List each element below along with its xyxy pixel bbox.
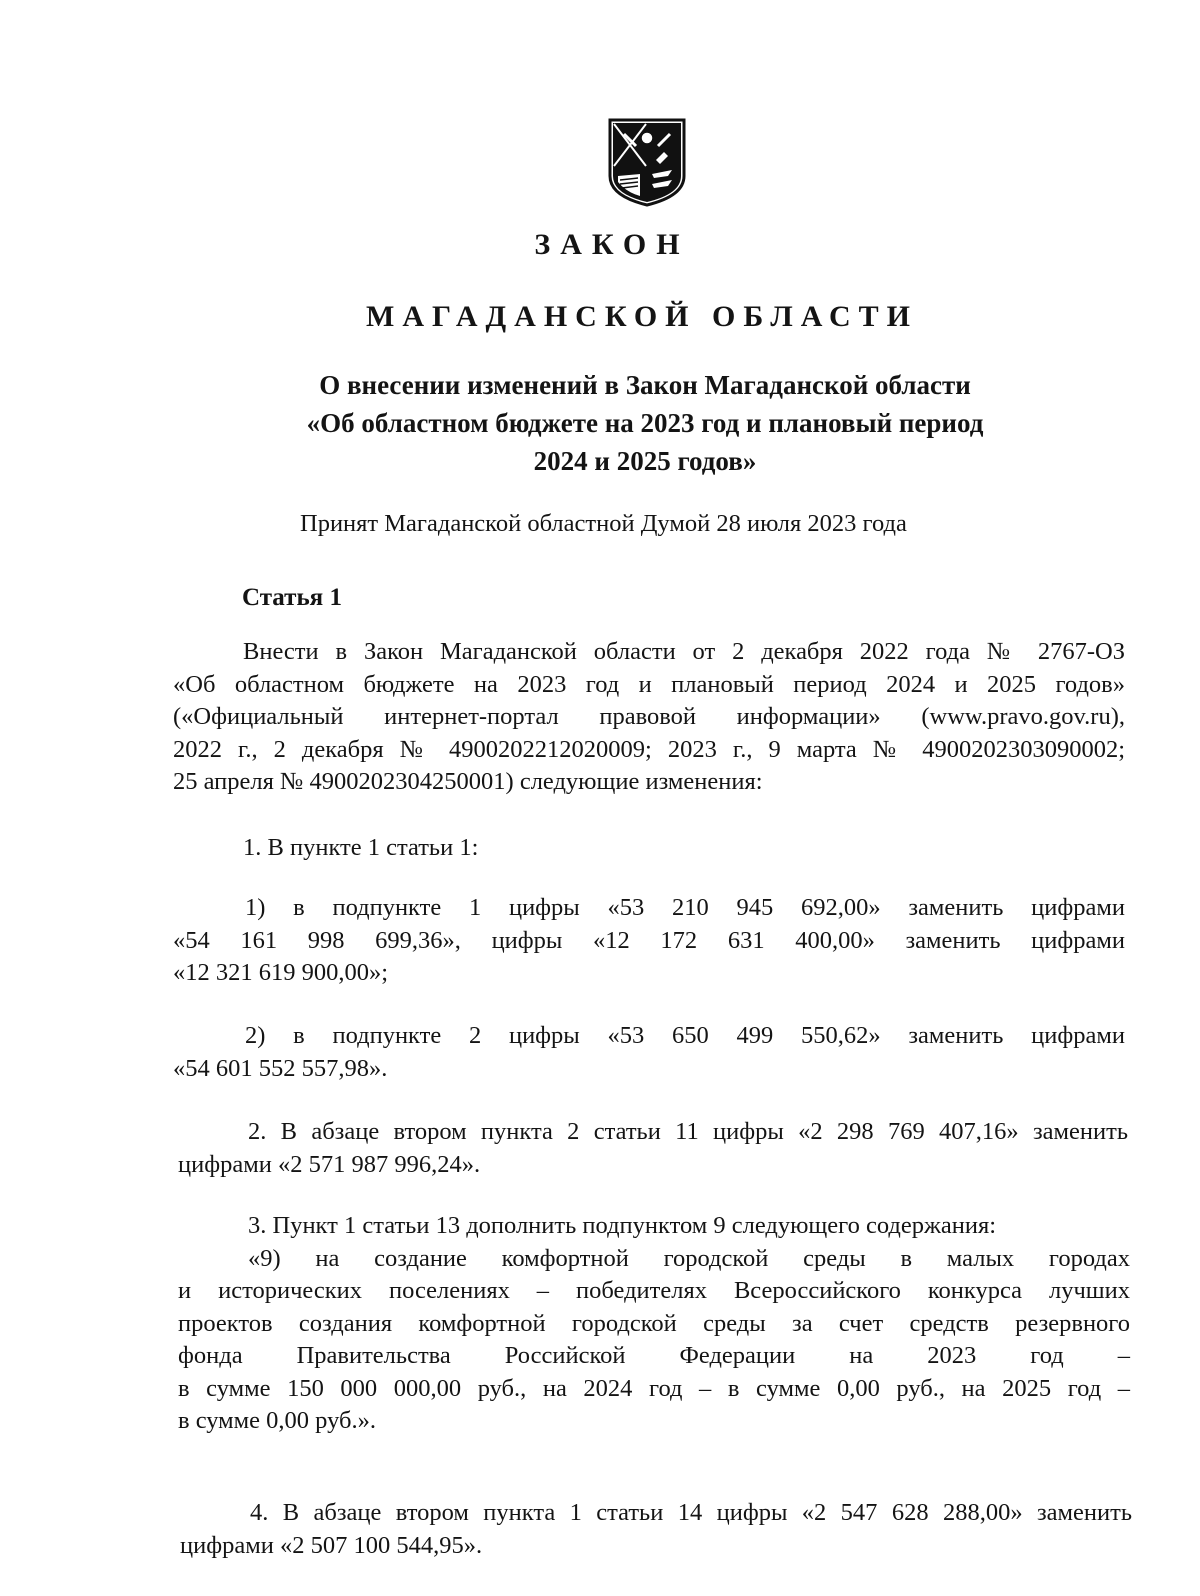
paragraph-line: цифрами «2 571 987 996,24».: [178, 1150, 481, 1178]
paragraph-line: цифрами «2 507 100 544,95».: [180, 1531, 483, 1559]
subject-line: 2024 и 2025 годов»: [533, 446, 757, 476]
item-1-title: [173, 832, 1125, 865]
subject-line: О внесении изменений в Закон Магаданской области: [319, 370, 971, 400]
quote-line: фонда Правительства Российской Федерации на 2023 год –: [178, 1342, 1130, 1369]
paragraph-line: «54 161 998 699,36», цифры «12 172 631 400,00» заменить цифрами: [173, 926, 1125, 954]
paragraph-line: («Официальный интернет-портал правовой информации» (www.pravo.gov.ru),: [173, 703, 1125, 730]
paragraph-line: 2022 г., 2 декабря № 4900202212020009; 2023 г., 9 марта № 4900202303090002;: [173, 735, 1125, 763]
subject-line: «Об областном бюджете на 2023 год и плановый период: [306, 408, 984, 438]
paragraph-line: Внести в Закон Магаданской области от 2 декабря 2022 года № 2767-ОЗ: [243, 638, 1125, 665]
law-heading: ЗАКОН: [534, 228, 690, 261]
paragraph-line: 25 апреля № 4900202304250001) следующие изменения:: [173, 768, 763, 795]
item-3-paragraph: [178, 1210, 1130, 1438]
article-title: Статья 1: [242, 584, 342, 611]
item-1-subitem-1: [173, 892, 1125, 990]
paragraph-line: 1. В пункте 1 статьи 1:: [243, 834, 479, 861]
paragraph-line: «12 321 619 900,00»;: [173, 959, 389, 986]
adoption-note: Принят Магаданской областной Думой 28 июля 2023 года: [300, 510, 907, 537]
paragraph-line: 2. В абзаце втором пункта 2 статьи 11 цифры «2 298 769 407,16» заменить: [248, 1118, 1128, 1145]
paragraph-line: «54 601 552 557,98».: [173, 1054, 388, 1082]
quote-line: в сумме 150 000 000,00 руб., на 2024 год – в сумме 0,00 руб., на 2025 год –: [178, 1374, 1130, 1402]
item-4-paragraph: [180, 1497, 1132, 1562]
paragraph-line: 4. В абзаце втором пункта 1 статьи 14 цифры «2 547 628 288,00» заменить: [250, 1499, 1132, 1526]
paragraph-line: 3. Пункт 1 статьи 13 дополнить подпунктом 9 следующего содержания:: [248, 1212, 997, 1239]
region-heading: МАГАДАНСКОЙ ОБЛАСТИ: [366, 300, 918, 333]
law-subject-title: [180, 366, 1110, 480]
quote-line: и исторических поселениях – победителях Всероссийского конкурса лучших: [178, 1277, 1130, 1304]
item-1-subitem-2: [173, 1020, 1125, 1085]
quote-line: «9) на создание комфортной городской среды в малых городах: [248, 1244, 1130, 1272]
paragraph-line: «Об областном бюджете на 2023 год и плановый период 2024 и 2025 годов»: [173, 670, 1125, 698]
quote-line: в сумме 0,00 руб.».: [178, 1407, 376, 1434]
quote-line: проектов создания комфортной городской среды за счет средств резервного: [178, 1309, 1130, 1337]
item-2-paragraph: [178, 1116, 1128, 1181]
paragraph-line: 2) в подпункте 2 цифры «53 650 499 550,62» заменить цифрами: [245, 1022, 1125, 1049]
coat-of-arms-icon: [606, 116, 688, 208]
intro-paragraph: [173, 636, 1125, 799]
paragraph-line: 1) в подпункте 1 цифры «53 210 945 692,00» заменить цифрами: [245, 894, 1125, 921]
